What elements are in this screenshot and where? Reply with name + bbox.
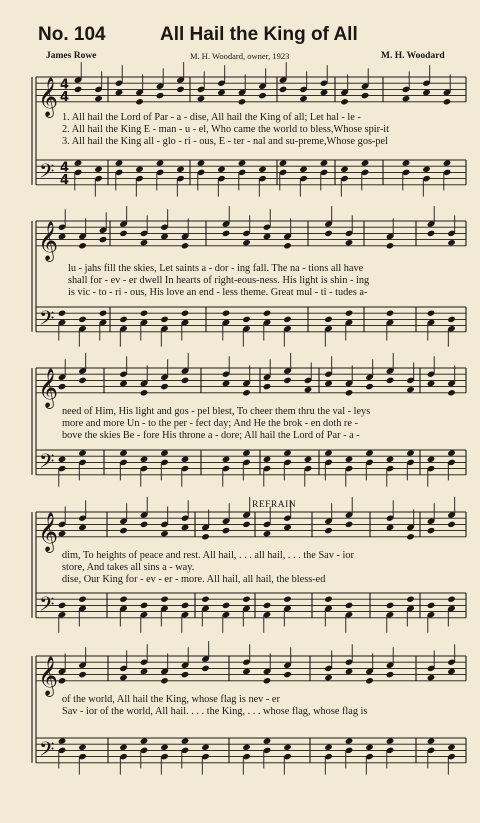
notehead bbox=[345, 521, 354, 528]
notehead bbox=[78, 596, 87, 603]
notehead bbox=[160, 744, 169, 751]
notehead bbox=[263, 530, 272, 537]
notehead bbox=[222, 602, 231, 609]
lyric-line: dise, Our King for - ev - er - more. All hail, all hail, the bless-ed bbox=[62, 574, 326, 585]
notehead bbox=[340, 166, 349, 173]
notehead bbox=[140, 239, 149, 246]
treble-clef-icon: 𝄞 bbox=[38, 76, 59, 117]
notehead bbox=[406, 386, 415, 393]
notehead bbox=[217, 89, 226, 96]
notehead bbox=[443, 159, 452, 166]
notehead bbox=[222, 310, 231, 317]
notehead bbox=[386, 524, 395, 531]
notehead bbox=[324, 449, 333, 456]
composer-credit: M. H. Woodard bbox=[381, 51, 445, 61]
notehead bbox=[58, 233, 67, 240]
notehead bbox=[119, 449, 128, 456]
notehead bbox=[427, 310, 436, 317]
notehead bbox=[447, 668, 456, 675]
notehead bbox=[78, 316, 87, 323]
lyric-line: need of Him, His light and gos - pel blest, To cheer them thru the val - leys bbox=[62, 406, 371, 417]
notehead bbox=[324, 230, 333, 237]
notehead bbox=[156, 92, 165, 99]
notehead bbox=[160, 316, 169, 323]
notehead bbox=[365, 677, 374, 684]
time-signature: 4 bbox=[60, 160, 70, 176]
notehead bbox=[324, 380, 333, 387]
notehead bbox=[345, 668, 354, 675]
notehead bbox=[238, 98, 247, 105]
notehead bbox=[283, 596, 292, 603]
notehead bbox=[242, 596, 251, 603]
notehead bbox=[119, 527, 128, 534]
time-signature: 4 bbox=[60, 172, 70, 188]
notehead bbox=[181, 737, 190, 744]
notehead bbox=[386, 737, 395, 744]
notehead bbox=[197, 95, 206, 102]
notehead bbox=[181, 524, 190, 531]
treble-clef-icon: 𝄞 bbox=[38, 367, 59, 408]
notehead bbox=[427, 737, 436, 744]
notehead bbox=[201, 533, 210, 540]
notehead bbox=[324, 596, 333, 603]
lyric-line: shall for - ev - er dwell In hearts of right-eous-ness. His light is shin - ing bbox=[68, 275, 370, 286]
lyric-line: Sav - ior of the world, All hail. . . . the King, . . . whose flag, whose flag is bbox=[62, 706, 368, 717]
notehead bbox=[365, 383, 374, 390]
treble-clef-icon: 𝄞 bbox=[38, 511, 59, 552]
notehead bbox=[135, 166, 144, 173]
notehead bbox=[115, 89, 124, 96]
notehead bbox=[181, 377, 190, 384]
notehead bbox=[283, 316, 292, 323]
notehead bbox=[160, 233, 169, 240]
notehead bbox=[140, 310, 149, 317]
notehead bbox=[242, 744, 251, 751]
notehead bbox=[320, 89, 329, 96]
notehead bbox=[263, 456, 272, 463]
notehead bbox=[94, 166, 103, 173]
notehead bbox=[58, 530, 67, 537]
time-signature: 4 bbox=[60, 77, 70, 93]
lyric-line: more and more Un - to the per - fect day; And He the brok - en doth re - bbox=[62, 418, 358, 429]
notehead bbox=[74, 159, 83, 166]
lyric-line: is vic - to - ri - ous, His love an end - less theme. Great mul - ti - tudes a- bbox=[68, 287, 368, 298]
notehead bbox=[119, 596, 128, 603]
copyright-notice: M. H. Woodard, owner, 1923 bbox=[190, 51, 290, 61]
notehead bbox=[283, 377, 292, 384]
notehead bbox=[160, 530, 169, 537]
refrain-label: REFRAIN bbox=[252, 500, 297, 510]
bass-clef-icon: 𝄢 bbox=[39, 592, 55, 621]
notehead bbox=[258, 166, 267, 173]
bass-clef-icon: 𝄢 bbox=[39, 737, 55, 766]
lyric-line: store, And takes all sins a - way. bbox=[62, 562, 195, 573]
notehead bbox=[115, 159, 124, 166]
notehead bbox=[119, 380, 128, 387]
notehead bbox=[324, 744, 333, 751]
notehead bbox=[258, 92, 267, 99]
notehead bbox=[427, 456, 436, 463]
notehead bbox=[263, 233, 272, 240]
notehead bbox=[160, 449, 169, 456]
notehead bbox=[283, 449, 292, 456]
notehead bbox=[443, 98, 452, 105]
notehead bbox=[58, 383, 67, 390]
notehead bbox=[263, 737, 272, 744]
notehead bbox=[427, 230, 436, 237]
notehead bbox=[181, 310, 190, 317]
notehead bbox=[78, 744, 87, 751]
notehead bbox=[427, 602, 436, 609]
notehead bbox=[78, 377, 87, 384]
notehead bbox=[283, 524, 292, 531]
notehead bbox=[422, 166, 431, 173]
notehead bbox=[140, 602, 149, 609]
notehead bbox=[181, 602, 190, 609]
notehead bbox=[386, 242, 395, 249]
notehead bbox=[140, 521, 149, 528]
notehead bbox=[119, 230, 128, 237]
notehead bbox=[119, 674, 128, 681]
notehead bbox=[263, 677, 272, 684]
treble-clef-icon: 𝄞 bbox=[38, 655, 59, 696]
notehead bbox=[78, 524, 87, 531]
notehead bbox=[222, 380, 231, 387]
notehead bbox=[119, 744, 128, 751]
notehead bbox=[283, 671, 292, 678]
notehead bbox=[222, 527, 231, 534]
notehead bbox=[447, 239, 456, 246]
hymn-number: No. 104 bbox=[38, 24, 106, 45]
notehead bbox=[119, 316, 128, 323]
notehead bbox=[361, 92, 370, 99]
notehead bbox=[386, 310, 395, 317]
notehead bbox=[78, 671, 87, 678]
lyric-line: 1. All hail the Lord of Par - a - dise, All hail the King of all; Let hal - le - bbox=[62, 112, 361, 123]
notehead bbox=[283, 744, 292, 751]
notehead bbox=[427, 674, 436, 681]
notehead bbox=[242, 316, 251, 323]
notehead bbox=[447, 389, 456, 396]
notehead bbox=[365, 744, 374, 751]
notehead bbox=[299, 166, 308, 173]
notehead bbox=[320, 159, 329, 166]
notehead bbox=[222, 456, 231, 463]
notehead bbox=[283, 242, 292, 249]
notehead bbox=[181, 671, 190, 678]
notehead bbox=[263, 310, 272, 317]
notehead bbox=[447, 521, 456, 528]
notehead bbox=[74, 86, 83, 93]
notehead bbox=[197, 159, 206, 166]
notehead bbox=[181, 456, 190, 463]
notehead bbox=[78, 449, 87, 456]
notehead bbox=[160, 677, 169, 684]
notehead bbox=[324, 527, 333, 534]
lyric-line: lu - jahs fill the skies, Let saints a - dor - ing fall. The na - tions all have bbox=[68, 263, 364, 274]
notehead bbox=[176, 166, 185, 173]
notehead bbox=[263, 383, 272, 390]
notehead bbox=[160, 596, 169, 603]
notehead bbox=[222, 230, 231, 237]
notehead bbox=[361, 159, 370, 166]
lyric-line: 2. All hail the King E - man - u - el, Who came the world to bless,Whose spir-it bbox=[62, 124, 390, 135]
notehead bbox=[427, 380, 436, 387]
bass-clef-icon: 𝄢 bbox=[39, 159, 55, 188]
notehead bbox=[447, 596, 456, 603]
bass-clef-icon: 𝄢 bbox=[39, 306, 55, 335]
notehead bbox=[345, 602, 354, 609]
notehead bbox=[201, 596, 210, 603]
notehead bbox=[345, 239, 354, 246]
notehead bbox=[386, 377, 395, 384]
notehead bbox=[345, 389, 354, 396]
notehead bbox=[140, 456, 149, 463]
notehead bbox=[242, 239, 251, 246]
notehead bbox=[324, 674, 333, 681]
notehead bbox=[345, 456, 354, 463]
time-signature: 4 bbox=[60, 89, 70, 105]
notehead bbox=[242, 449, 251, 456]
notehead bbox=[160, 383, 169, 390]
notehead bbox=[402, 159, 411, 166]
notehead bbox=[135, 98, 144, 105]
notehead bbox=[217, 166, 226, 173]
notehead bbox=[78, 242, 87, 249]
notehead bbox=[140, 737, 149, 744]
notehead bbox=[156, 159, 165, 166]
notehead bbox=[201, 665, 210, 672]
notehead bbox=[58, 456, 67, 463]
notehead bbox=[386, 671, 395, 678]
treble-clef-icon: 𝄞 bbox=[38, 220, 59, 261]
notehead bbox=[238, 159, 247, 166]
notehead bbox=[140, 668, 149, 675]
notehead bbox=[406, 596, 415, 603]
lyricist-credit: James Rowe bbox=[46, 51, 97, 61]
notehead bbox=[242, 668, 251, 675]
notehead bbox=[345, 737, 354, 744]
notehead bbox=[58, 310, 67, 317]
notehead bbox=[447, 316, 456, 323]
notehead bbox=[402, 95, 411, 102]
notehead bbox=[140, 389, 149, 396]
notehead bbox=[263, 602, 272, 609]
notehead bbox=[299, 95, 308, 102]
notehead bbox=[406, 533, 415, 540]
lyric-line: bove the skies Be - fore His throne a - dore; All hail the Lord of Par - a - bbox=[62, 430, 360, 441]
notehead bbox=[345, 310, 354, 317]
notehead bbox=[58, 602, 67, 609]
notehead bbox=[99, 310, 108, 317]
bass-clef-icon: 𝄢 bbox=[39, 449, 55, 478]
notehead bbox=[422, 89, 431, 96]
notehead bbox=[58, 737, 67, 744]
lyric-line: of the world, All hail the King, whose flag is nev - er bbox=[62, 694, 280, 705]
notehead bbox=[324, 316, 333, 323]
notehead bbox=[94, 95, 103, 102]
notehead bbox=[447, 744, 456, 751]
notehead bbox=[386, 456, 395, 463]
notehead bbox=[279, 86, 288, 93]
notehead bbox=[304, 456, 313, 463]
notehead bbox=[242, 389, 251, 396]
notehead bbox=[386, 602, 395, 609]
notehead bbox=[304, 386, 313, 393]
notehead bbox=[427, 527, 436, 534]
notehead bbox=[406, 449, 415, 456]
lyric-line: 3. All hail the King all - glo - ri - ous, E - ter - nal and su-preme,Whose gos-pel bbox=[62, 136, 388, 147]
notehead bbox=[201, 744, 210, 751]
notehead bbox=[242, 521, 251, 528]
notehead bbox=[176, 86, 185, 93]
notehead bbox=[279, 159, 288, 166]
notehead bbox=[99, 236, 108, 243]
hymn-title: All Hail the King of All bbox=[160, 24, 358, 45]
notehead bbox=[340, 98, 349, 105]
notehead bbox=[447, 449, 456, 456]
notehead bbox=[365, 449, 374, 456]
notehead bbox=[181, 242, 190, 249]
notehead bbox=[58, 677, 67, 684]
lyric-line: dim, To heights of peace and rest. All hail, . . . all hail, . . . the Sav - ior bbox=[62, 550, 354, 561]
